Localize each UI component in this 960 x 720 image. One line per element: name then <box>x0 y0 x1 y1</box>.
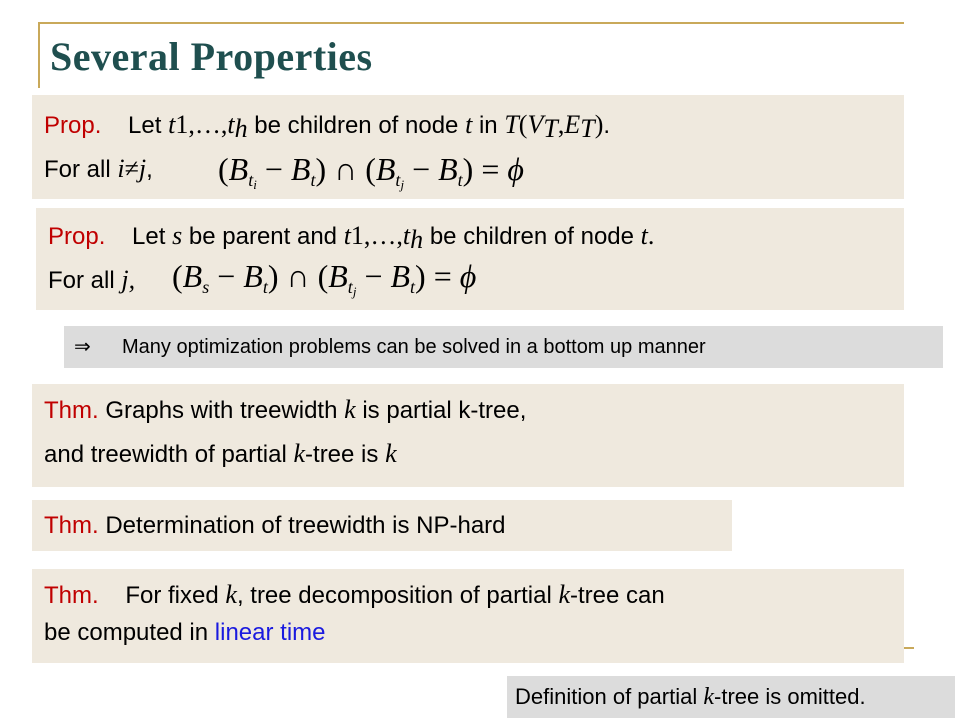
thm3-line2-pre: be computed in <box>44 619 209 646</box>
thm3-line1-pre: For fixed <box>125 582 219 609</box>
prop2-forall: For all <box>48 267 115 294</box>
prop2-line2: For all j, <box>48 265 136 294</box>
thm1-line1-pre: Graphs with treewidth <box>105 397 338 424</box>
thm3-line2 <box>44 619 326 647</box>
prop1-line1: Prop. Let $t1,\dots,t_h$ be children of node t in $T(V_T,E_T)$. <box>44 110 611 143</box>
prop2-let: Let <box>132 223 166 250</box>
prop1-forall: For all <box>44 156 111 183</box>
note-box <box>64 326 943 368</box>
note-text: Many optimization problems can be solved in a bottom up manner <box>122 336 706 358</box>
footnote-box <box>507 676 955 718</box>
thm3-line1: Thm. For fixed k, tree decomposition of partial k-tree can <box>44 580 665 609</box>
thm2-text: Determination of treewidth is NP-hard <box>105 512 506 539</box>
implies-icon: ⇒ <box>74 336 91 358</box>
thm1-box <box>32 384 904 487</box>
prop2-parent-text: be parent and <box>188 223 338 250</box>
prop1-let: Let <box>128 112 162 139</box>
prop2-formula: $(B_s - B_t)$ ∩ $(B_{t_j} - B_t) = \phi$ <box>172 258 477 299</box>
thm1-label: Thm. <box>44 397 99 424</box>
thm3-line1-mid: , tree decomposition of partial <box>236 582 552 609</box>
thm1-line2-post: -tree is <box>305 441 379 468</box>
prop1-line2: For all i≠j, <box>44 154 153 183</box>
thm2-label: Thm. <box>44 512 99 539</box>
thm3-line1-post: -tree can <box>570 582 665 609</box>
prop2-children-text: be children of node <box>429 223 634 250</box>
linear-time-highlight: linear time <box>214 619 326 646</box>
prop1-formula: $(B_{t_i} - B_t)$ ∩ $(B_{t_j} - B_t) = \phi$ <box>218 151 524 192</box>
footnote-text: Definition of partial k-tree is omitted. <box>515 684 866 710</box>
thm3-label: Thm. <box>44 582 99 609</box>
slide-title: Several Properties <box>50 34 373 79</box>
frame-top-line <box>38 22 904 24</box>
thm2-box <box>32 500 732 551</box>
prop1-children-text: be children of node <box>254 112 459 139</box>
thm1-line2-pre: and treewidth of partial <box>44 441 287 468</box>
thm1-line1-post: is partial k-tree, <box>362 397 527 424</box>
thm1-line1: Thm. Graphs with treewidth k is partial k-tree, <box>44 395 527 424</box>
thm1-line2: and treewidth of partial k-tree is k <box>44 439 397 468</box>
prop1-children-var: t <box>168 110 176 139</box>
prop2-box <box>36 208 904 310</box>
prop2-line1: Prop. Let s be parent and $t1,\dots,t_h$ be children of node t. <box>48 221 655 254</box>
prop1-label: Prop. <box>44 112 102 139</box>
footnote-pre: Definition of partial <box>515 684 698 709</box>
frame-left-line <box>38 22 40 88</box>
thm2-line <box>44 512 506 540</box>
thm3-box <box>32 569 904 663</box>
prop2-label: Prop. <box>48 223 106 250</box>
footnote-post: -tree is omitted. <box>714 684 866 709</box>
prop1-box <box>32 95 904 199</box>
prop1-in: in <box>478 112 498 139</box>
